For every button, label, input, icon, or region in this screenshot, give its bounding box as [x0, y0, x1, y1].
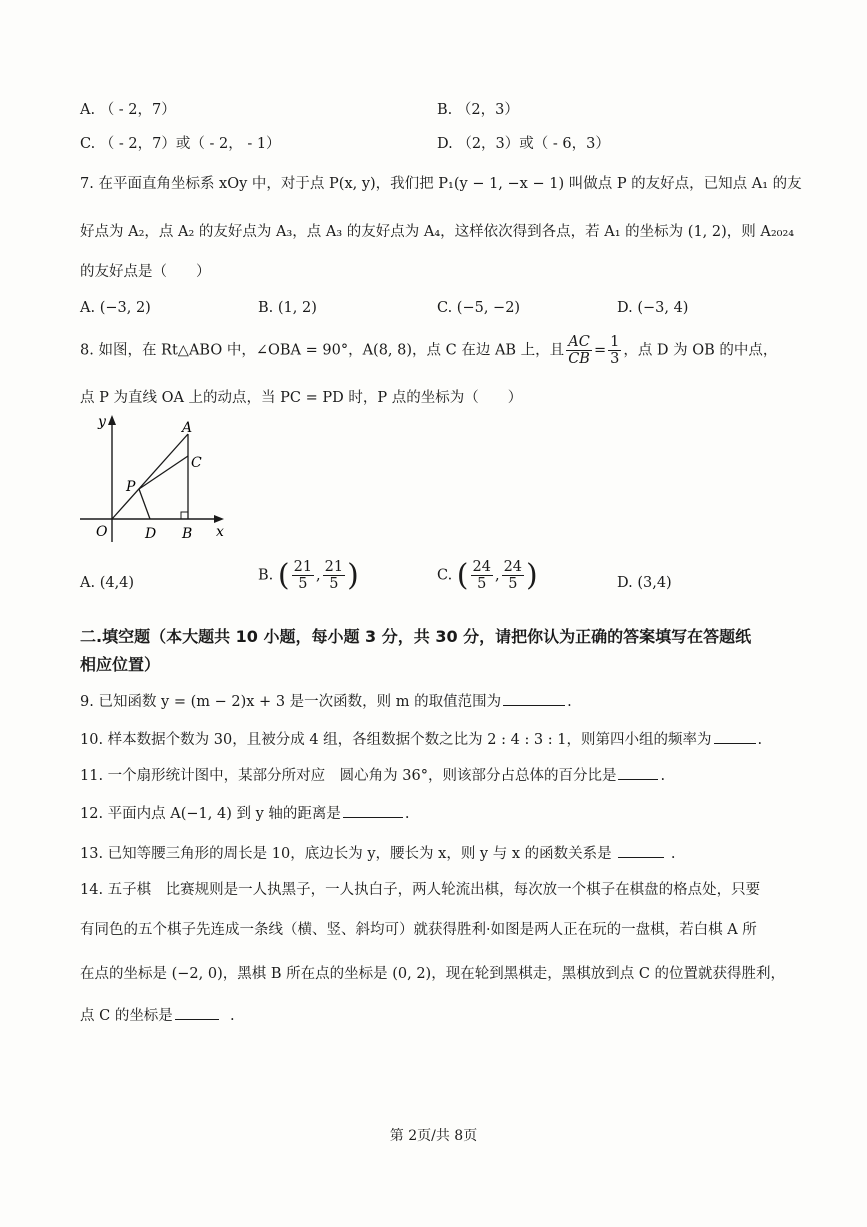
q8-line1-post: ，点 D 为 OB 的中点，: [623, 342, 778, 359]
q8-ratio-fraction: [566, 334, 592, 367]
q7-line2: 好点为 A₂，点 A₂ 的友好点为 A₃，点 A₃ 的友好点为 A₄，这样依次得到各点，若 A₁ 的坐标为 (1, 2)，则 A₂₀₂₄: [80, 224, 795, 240]
q13-period: .: [670, 846, 676, 862]
x-axis-arrow-icon: [214, 515, 224, 523]
right-angle-mark: [181, 512, 188, 519]
q10-period: .: [757, 732, 763, 748]
label-d: D: [145, 526, 157, 542]
q8-option-b-label: B.: [258, 567, 274, 584]
prev-option-b: B. （2，3）: [437, 102, 519, 118]
q7-line1: 7. 在平面直角坐标系 xOy 中，对于点 P(x, y)，我们把 P₁(y − 1, −x − 1) 叫做点 P 的友好点，已知点 A₁ 的友: [80, 176, 802, 192]
label-o: O: [96, 524, 108, 540]
label-y: y: [98, 414, 106, 430]
y-axis-arrow-icon: [108, 415, 116, 425]
q10-text: 10. 样本数据个数为 30，且被分成 4 组，各组数据个数之比为 2 : 4 : 3 : 1，则第四小组的频率为: [80, 732, 712, 748]
q11-answer-blank[interactable]: [618, 778, 658, 780]
q11: [80, 764, 665, 785]
q9-period: .: [567, 694, 572, 710]
q11-period: .: [660, 768, 666, 784]
q14-line2: 有同色的五个棋子先连成一条线（横、竖、斜均可）就获得胜利·如图是两人正在玩的一盘棋，若白棋 A 所: [80, 922, 757, 938]
q8-b-den1: 5: [298, 576, 308, 592]
q8-c-num1: 24: [472, 559, 491, 575]
q13: [80, 842, 675, 863]
q8-ratio-value: [608, 334, 621, 367]
q12-text: 12. 平面内点 A(−1, 4) 到 y 轴的距离是: [80, 806, 341, 822]
label-b: B: [182, 526, 193, 542]
q9-answer-blank[interactable]: [503, 704, 565, 706]
q8-ratio-value-den: 3: [610, 351, 620, 367]
q7-line3: 的友好点是（ ）: [80, 264, 211, 280]
section2-title-line2: 相应位置）: [80, 655, 161, 674]
q8-line1-pre: 8. 如图，在 Rt△ABO 中，∠OBA = 90°，A(8, 8)，点 C 在边 AB 上，且: [80, 342, 565, 359]
q7-option-a: A. (−3, 2): [80, 300, 151, 316]
q8-option-c-label: C.: [437, 567, 453, 584]
prev-option-d: D. （2，3）或（ - 6，3）: [437, 136, 610, 152]
q7-option-b: B. (1, 2): [258, 300, 317, 316]
section2-title-line1: 二.填空题（本大题共 10 小题，每小题 3 分，共 30 分，请把你认为正确的答案填写在答题纸: [80, 627, 752, 646]
q8-line1: [80, 334, 777, 367]
q14-line4-text: 点 C 的坐标是: [80, 1008, 173, 1024]
label-c: C: [191, 455, 202, 471]
q10: [80, 728, 762, 749]
q9: [80, 690, 572, 711]
q8-figure: [78, 412, 238, 547]
label-a: A: [182, 420, 193, 436]
q7-option-d: D. (−3, 4): [617, 300, 689, 316]
q14-line3: 在点的坐标是 (−2, 0)，黑棋 B 所在点的坐标是 (0, 2)，现在轮到黑棋走，黑棋放到点 C 的位置就获得胜利，: [80, 966, 786, 982]
q8-c-num2: 24: [503, 559, 523, 575]
q8-option-c: C. ( $\frac{24}{5}$ , $\frac{24}{5}$ ): [437, 558, 538, 593]
q12: [80, 802, 410, 823]
label-p: P: [126, 479, 136, 495]
q8-c-den2: 5: [508, 576, 518, 592]
label-x: x: [216, 524, 224, 540]
q8-b-num1: 21: [293, 559, 313, 575]
q8-line2: 点 P 为直线 OA 上的动点，当 PC = PD 时，P 点的坐标为（ ）: [80, 390, 523, 406]
q8-c-den1: 5: [477, 576, 487, 592]
q13-text: 13. 已知等腰三角形的周长是 10，底边长为 y，腰长为 x，则 y 与 x 的函数关系是: [80, 846, 612, 862]
q13-answer-blank[interactable]: [618, 856, 664, 858]
segment-oa: [112, 434, 188, 519]
page-footer: 第 2页/共 8页: [389, 1128, 478, 1144]
q10-answer-blank[interactable]: [714, 742, 756, 744]
q8-ratio-numerator: AC: [566, 334, 592, 351]
q8-ratio-equals: =: [593, 342, 607, 359]
q8-b-num2: 21: [324, 559, 344, 575]
q14-line1: 14. 五子棋 比赛规则是一人执黑子，一人执白子，两人轮流出棋，每次放一个棋子在棋盘的格点处，只要: [80, 882, 761, 898]
prev-option-a: A. （ - 2，7）: [80, 102, 176, 118]
q7-option-c: C. (−5, −2): [437, 300, 521, 316]
q8-option-b: B. ( $\frac{21}{5}$ , $\frac{21}{5}$ ): [258, 558, 359, 593]
q14-answer-blank[interactable]: [175, 1018, 219, 1020]
q8-option-d: D. (3,4): [617, 575, 672, 591]
q8-b-den2: 5: [329, 576, 339, 592]
q9-text: 9. 已知函数 y = (m − 2)x + 3 是一次函数，则 m 的取值范围为: [80, 694, 502, 710]
q8-ratio-denominator: CB: [568, 351, 590, 367]
q8-ratio-value-num: 1: [610, 334, 620, 350]
q14-line4: [80, 1004, 235, 1025]
q11-text: 11. 一个扇形统计图中，某部分所对应 圆心角为 36°，则该部分占总体的百分比是: [80, 768, 617, 784]
q14-period: .: [230, 1008, 235, 1024]
q12-period: .: [404, 806, 410, 822]
q8-option-a: A. (4,4): [80, 575, 135, 591]
segment-pd: [139, 489, 150, 519]
q12-answer-blank[interactable]: [343, 816, 403, 818]
prev-option-c: C. （ - 2，7）或（ - 2， - 1）: [80, 136, 281, 152]
